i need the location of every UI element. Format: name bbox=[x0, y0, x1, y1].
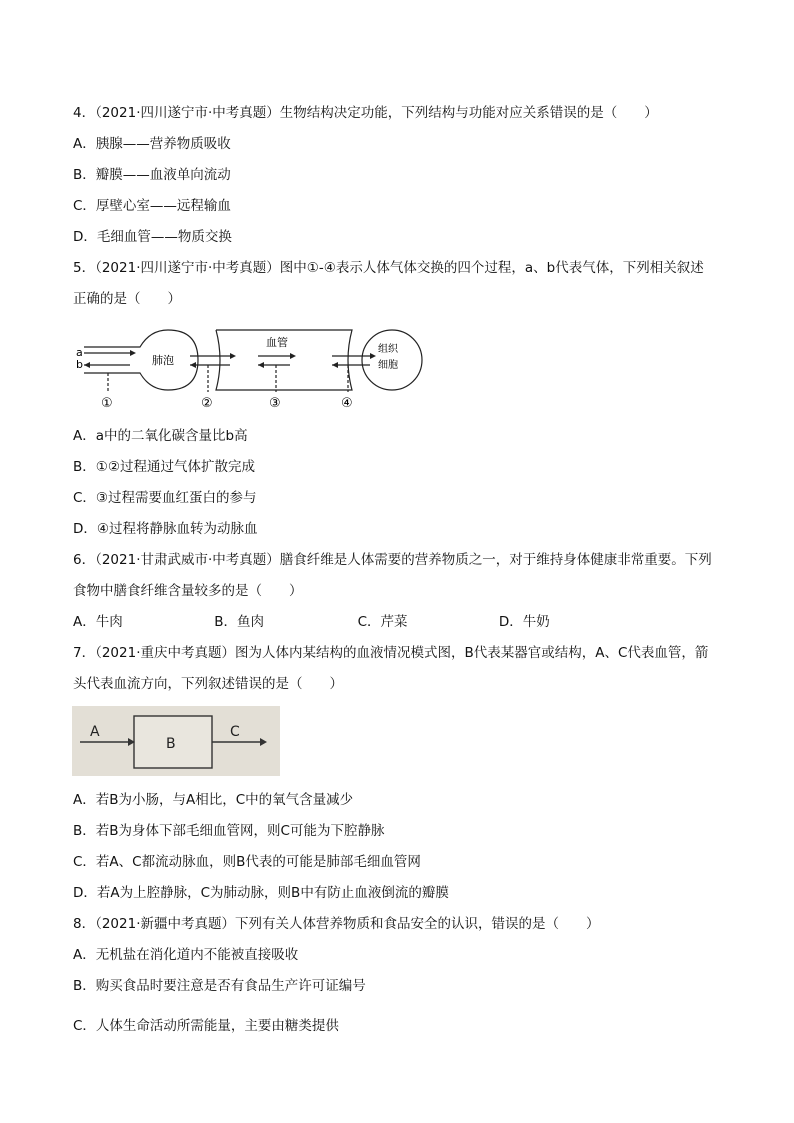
q6-option-b: B．鱼肉 bbox=[214, 614, 265, 630]
q7-stem-line1: 7．（2021·重庆中考真题）图为人体内某结构的血液情况模式图，B代表某器官或结构，A、C代表血管，箭 bbox=[73, 645, 709, 661]
cell-label-line2: 细胞 bbox=[378, 360, 398, 371]
q5-option-a: A．a中的二氧化碳含量比b高 bbox=[73, 428, 248, 444]
q8-option-b: B．购买食品时要注意是否有食品生产许可证编号 bbox=[73, 978, 366, 994]
q7-option-c: C．若A、C都流动脉血，则B代表的可能是肺部毛细血管网 bbox=[73, 854, 421, 870]
q6-options bbox=[73, 613, 550, 631]
q6-option-d: D．牛奶 bbox=[498, 614, 550, 630]
q6-stem-line1: 6．（2021·甘肃武威市·中考真题）膳食纤维是人体需要的营养物质之一，对于维持身体健康非常重要。下列 bbox=[73, 552, 712, 568]
q6-option-c: C．芹菜 bbox=[357, 614, 408, 630]
q7-option-a: A．若B为小肠，与A相比，C中的氧气含量减少 bbox=[73, 792, 354, 808]
cell-label-line1: 组织 bbox=[378, 344, 398, 355]
q7-stem-line2: 头代表血流方向，下列叙述错误的是（ ） bbox=[73, 676, 343, 692]
q4-option-d: D．毛细血管——物质交换 bbox=[73, 229, 232, 245]
q5-option-d: D．④过程将静脉血转为动脉血 bbox=[73, 521, 258, 537]
blood-flow-diagram bbox=[72, 706, 280, 776]
q4-option-b: B．瓣膜——血液单向流动 bbox=[73, 167, 231, 183]
gas-exchange-diagram bbox=[70, 320, 430, 412]
q4-option-a: A．胰腺——营养物质吸收 bbox=[73, 136, 231, 152]
label-a: a bbox=[76, 346, 83, 359]
q5-option-c: C．③过程需要血红蛋白的参与 bbox=[73, 490, 257, 506]
q8-option-c: C．人体生命活动所需能量，主要由糖类提供 bbox=[73, 1018, 339, 1034]
q6-stem-line2: 食物中膳食纤维含量较多的是（ ） bbox=[73, 583, 303, 599]
marker-2: ② bbox=[201, 396, 213, 411]
vessel-c-label: C bbox=[230, 724, 240, 740]
marker-3: ③ bbox=[269, 396, 281, 411]
q5-stem-line2: 正确的是（ ） bbox=[73, 291, 181, 307]
q8-option-a: A．无机盐在消化道内不能被直接吸收 bbox=[73, 947, 299, 963]
organ-b-label: B bbox=[166, 736, 176, 752]
vessel-a-label: A bbox=[90, 724, 100, 740]
q5-option-b: B．①②过程通过气体扩散完成 bbox=[73, 459, 255, 475]
vessel-label: 血管 bbox=[266, 336, 288, 349]
q7-option-b: B．若B为身体下部毛细血管网，则C可能为下腔静脉 bbox=[73, 823, 385, 839]
marker-4: ④ bbox=[341, 396, 353, 411]
q7-option-d: D．若A为上腔静脉，C为肺动脉，则B中有防止血液倒流的瓣膜 bbox=[73, 885, 449, 901]
q4-option-c: C．厚壁心室——远程输血 bbox=[73, 198, 231, 214]
q4-stem: 4．（2021·四川遂宁市·中考真题）生物结构决定功能，下列结构与功能对应关系错误的是（ ） bbox=[73, 105, 658, 121]
label-b: b bbox=[76, 358, 83, 371]
alveolus-label: 肺泡 bbox=[152, 354, 174, 367]
marker-1: ① bbox=[101, 396, 113, 411]
q6-option-a: A．牛肉 bbox=[73, 614, 123, 630]
q5-stem-line1: 5．（2021·四川遂宁市·中考真题）图中①-④表示人体气体交换的四个过程，a、b代表气体，下列相关叙述 bbox=[73, 260, 704, 276]
q8-stem: 8．（2021·新疆中考真题）下列有关人体营养物质和食品安全的认识，错误的是（ ） bbox=[73, 916, 600, 932]
